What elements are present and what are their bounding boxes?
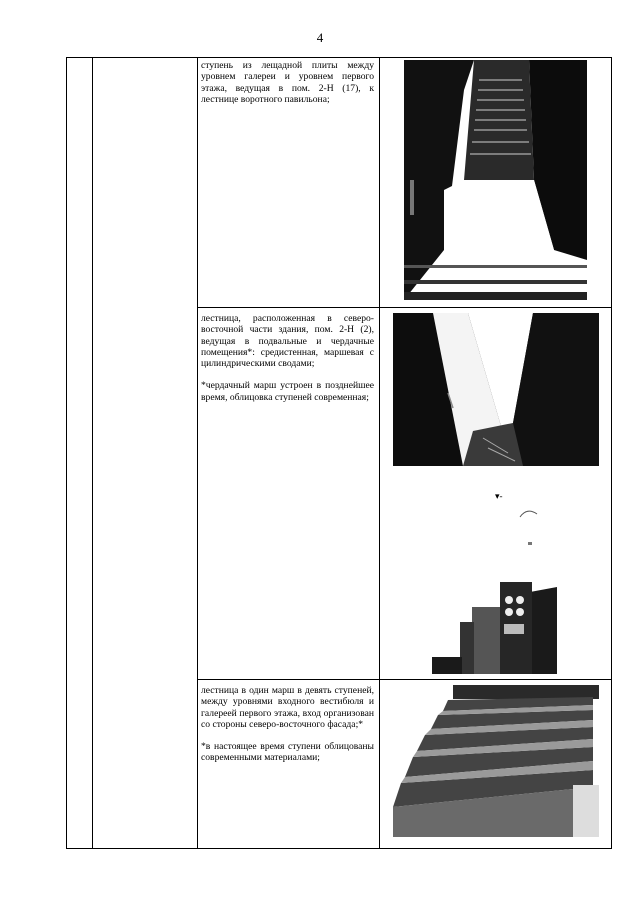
column-divider — [92, 57, 93, 849]
table-top-border — [66, 57, 612, 58]
scan-speck: ▾- — [495, 491, 503, 501]
equipment-wall-photo — [432, 492, 592, 674]
vaulted-staircase-photo — [393, 313, 599, 466]
row-3-paragraph-1: лестница в один марш в девять ступеней, между уровнями входного вестибюля и галереей первого этажа, вход организован со стороны северо-восточного фасада;* — [201, 685, 374, 730]
table-bottom-border — [66, 848, 612, 849]
column-divider — [197, 57, 198, 849]
row-1-description — [201, 60, 374, 116]
row-2-description — [201, 313, 374, 414]
stair-flight-photo — [393, 685, 599, 837]
row-3-paragraph-2: *в настоящее время ступени облицованы современными материалами; — [201, 741, 374, 764]
row-2-paragraph-2: *чердачный марш устроен в позднейшее время, облицовка ступеней современная; — [201, 380, 374, 403]
page-number: 4 — [316, 30, 324, 45]
row-3-description — [201, 685, 374, 775]
row-divider — [197, 679, 612, 680]
table-left-border — [66, 57, 67, 849]
row-divider — [197, 307, 612, 308]
stair-corridor-photo — [404, 60, 587, 300]
row-1-paragraph-1: ступень из лещадной плиты между уровнем галереи и уровнем первого этажа, ведущая в пом. 2-Н (17), к лестнице воротного павильона; — [201, 60, 374, 105]
table-right-border — [611, 57, 612, 849]
column-divider — [379, 57, 380, 849]
row-2-paragraph-1: лестница, расположенная в северо-восточной части здания, пом. 2-Н (2), ведущая в подвальные и чердачные помещения*: средистенная, маршевая с цилиндрическими сводами; — [201, 313, 374, 370]
